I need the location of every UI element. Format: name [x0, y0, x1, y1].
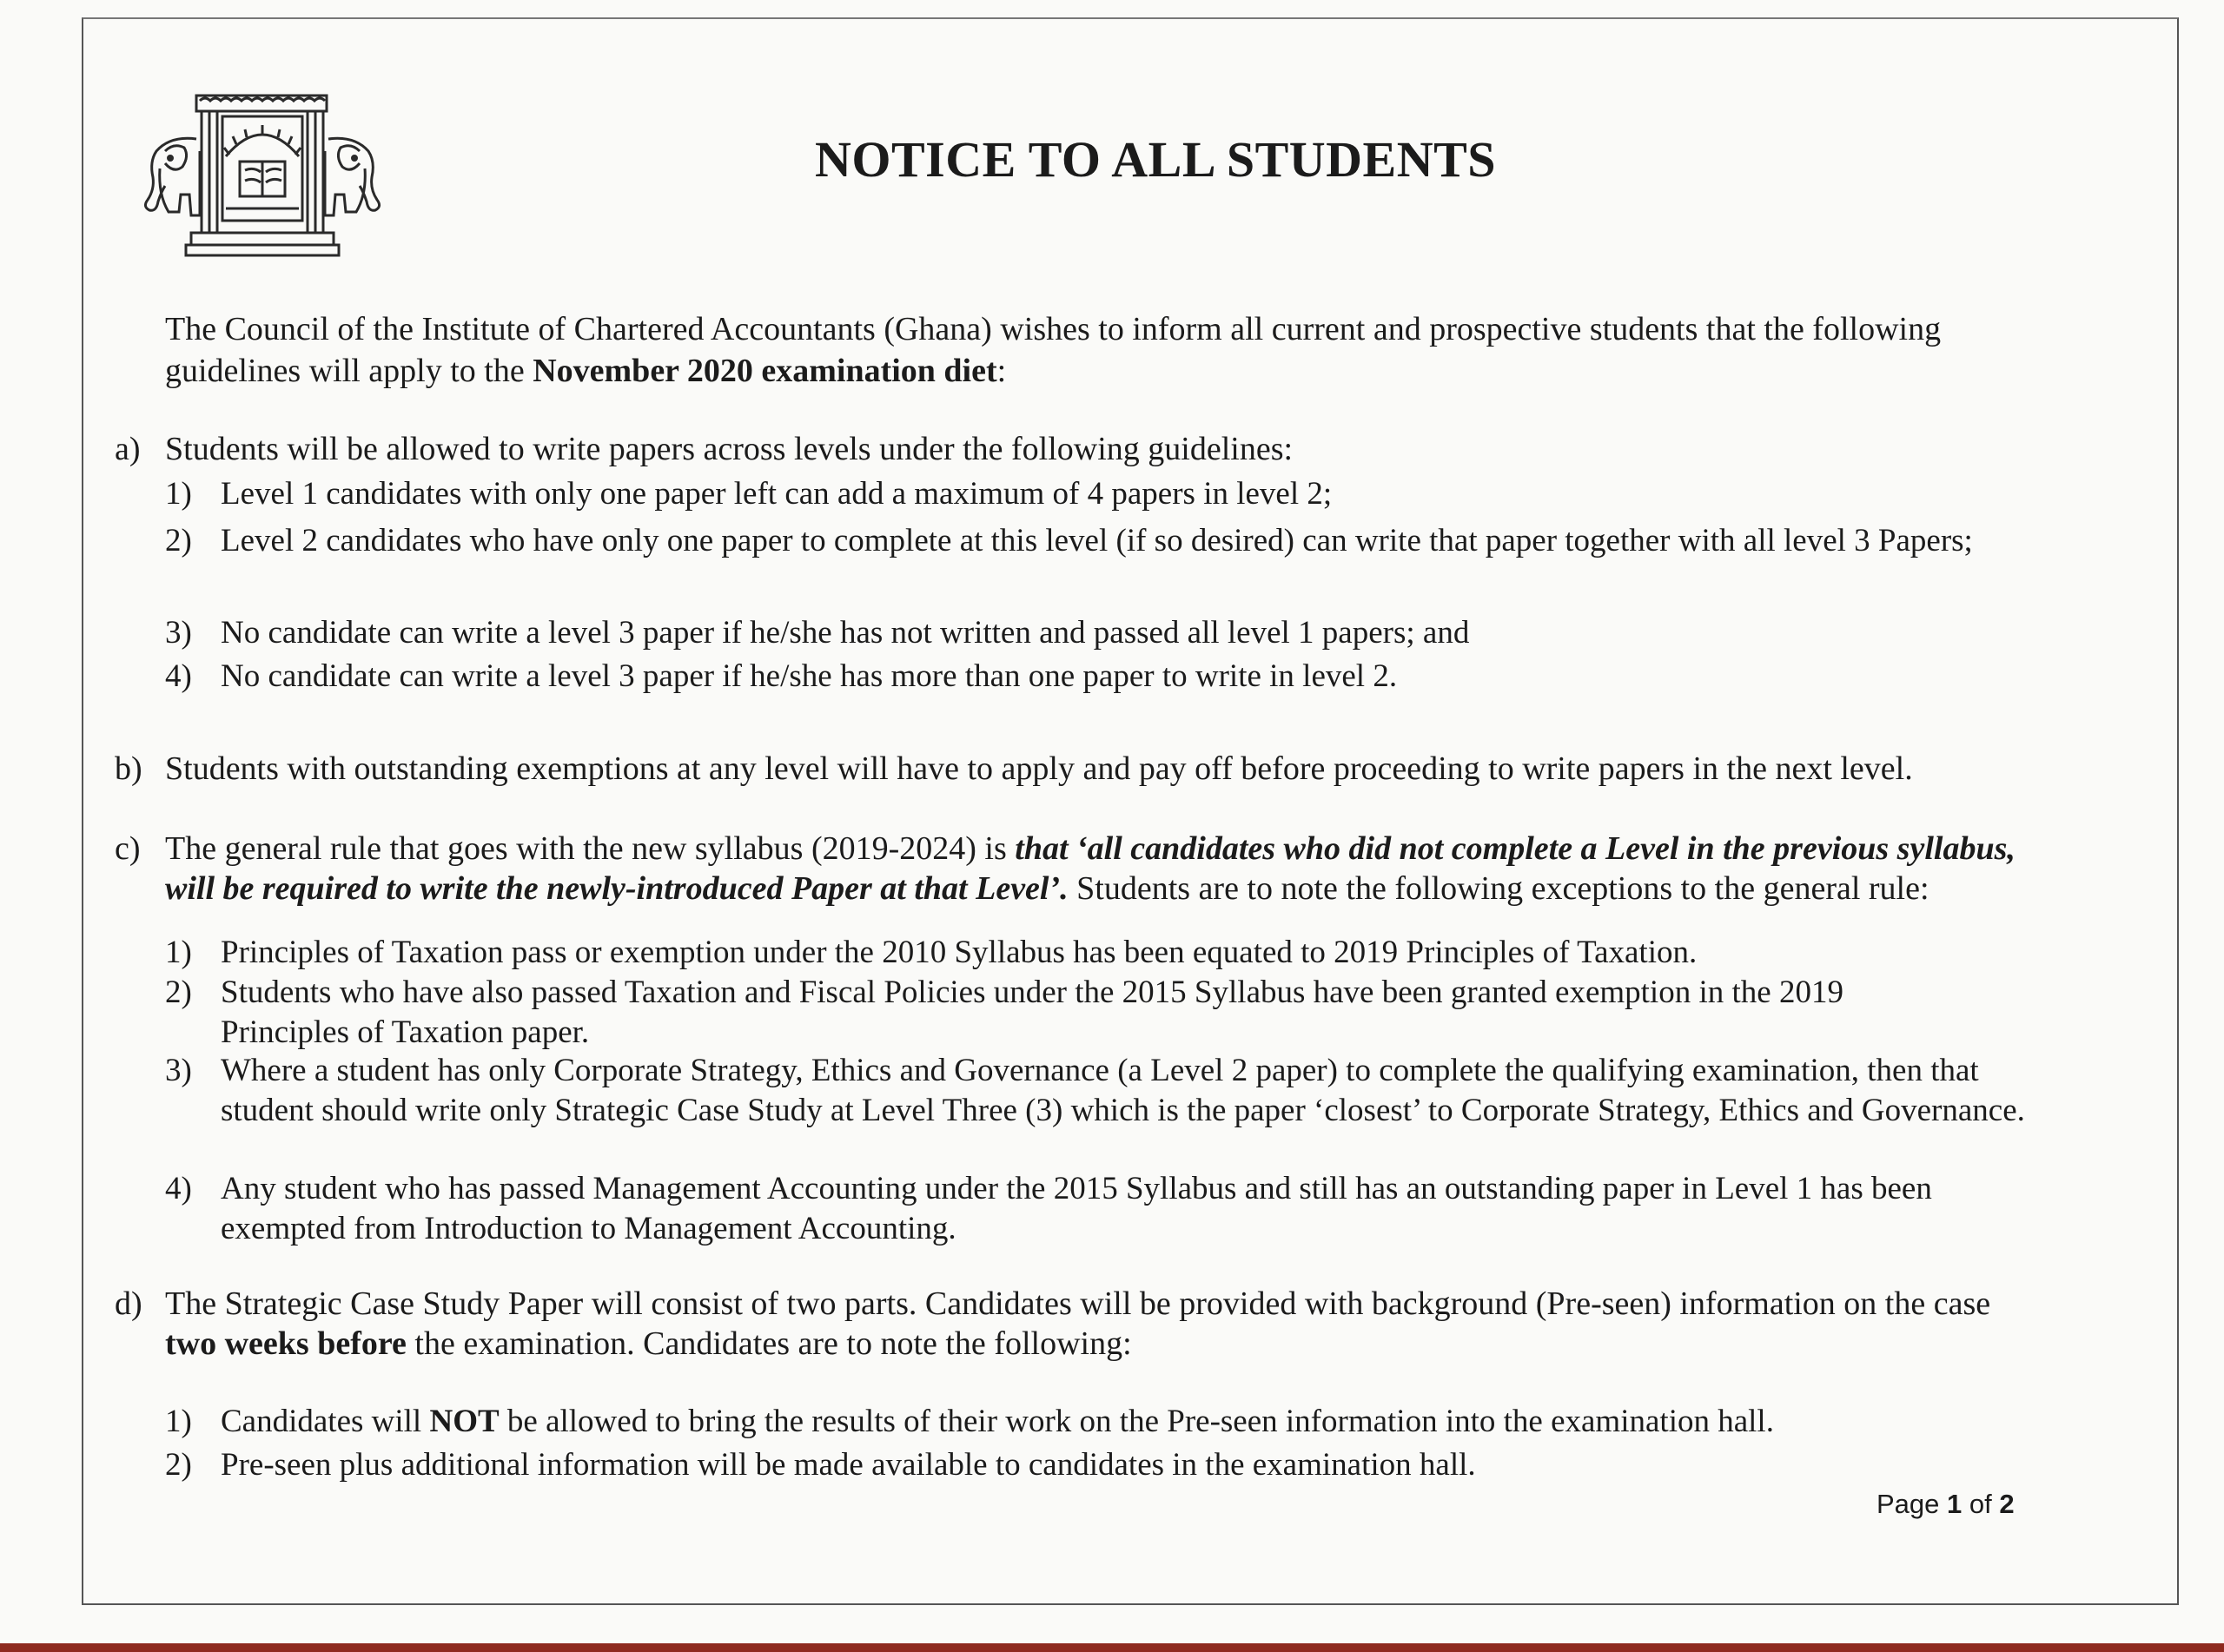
section-a-marker: a) [115, 431, 141, 467]
section-c-marker: c) [115, 830, 141, 867]
intro-bold-diet: November 2020 examination diet [533, 353, 997, 389]
section-a-text: Students will be allowed to write papers across levels under the following guidelines: [165, 431, 1294, 467]
list-number: 4) [165, 658, 192, 694]
list-number: 2) [165, 975, 192, 1010]
section-c-text [165, 829, 2033, 909]
section-c-general-rule: that ‘all candidates who did not complete a Level in the previous syllabus, will be required to write the newly-introduced Paper at that Level’. [165, 830, 2016, 907]
list-number: 2) [165, 1447, 192, 1483]
list-text: Level 1 candidates with only one paper left can add a maximum of 4 papers in level 2; [221, 476, 1333, 512]
section-c-text-b: Students are to note the following exceptions to the general rule: [1068, 870, 1929, 907]
section-b-text: Students with outstanding exemptions at any level will have to apply and pay off before proceeding to write papers in the next level. [165, 750, 1913, 787]
of-word: of [1962, 1489, 2000, 1519]
intro-paragraph [165, 308, 2024, 392]
list-text: Pre-seen plus additional information will be made available to candidates in the examination hall. [221, 1447, 1476, 1483]
institute-crest-logo [139, 87, 387, 261]
list-text-a: Candidates will [221, 1404, 430, 1439]
list-text: Principles of Taxation pass or exemption under the 2010 Syllabus has been equated to 2019 Principles of Taxation. [221, 935, 1698, 970]
list-text: No candidate can write a level 3 paper if he/she has more than one paper to write in level 2. [221, 658, 1398, 694]
page-number [1876, 1489, 2015, 1520]
page-border [82, 17, 2179, 1605]
section-d-text-a: The Strategic Case Study Paper will consist of two parts. Candidates will be provided with background (Pre-seen) information on the case [165, 1285, 1991, 1322]
section-d-bold-two-weeks: two weeks before [165, 1325, 407, 1362]
list-text [221, 1402, 2028, 1442]
intro-text-a: The Council of the Institute of Chartered Accountants (Ghana) wishes to inform all current and prospective students that the following guidelines will apply to the [165, 311, 1942, 389]
section-d-marker: d) [115, 1285, 142, 1322]
list-text: Level 2 candidates who have only one paper to complete at this level (if so desired) can write that paper together with all level 3 Papers; [221, 523, 1973, 558]
section-d-text-b: the examination. Candidates are to note the following: [406, 1325, 1132, 1362]
list-number: 3) [165, 615, 192, 651]
list-number: 3) [165, 1053, 192, 1088]
section-b-marker: b) [115, 750, 142, 787]
list-text-b: be allowed to bring the results of their work on the Pre-seen information into the examination hall. [499, 1404, 1774, 1439]
list-number: 1) [165, 935, 192, 970]
list-text-bold: NOT [429, 1404, 500, 1439]
page-current: 1 [1947, 1489, 1963, 1519]
list-number: 1) [165, 476, 192, 512]
section-d-text [165, 1284, 2033, 1364]
page-word: Page [1876, 1489, 1948, 1519]
list-number: 2) [165, 523, 192, 558]
page-total: 2 [1999, 1489, 2015, 1519]
list-text: Any student who has passed Management Accounting under the 2015 Syllabus and still has an outstanding paper in Level 1 has been exempted from Introduction to Management Accounting. [221, 1171, 1932, 1246]
section-c-text-a: The general rule that goes with the new syllabus (2019-2024) is [165, 830, 1016, 867]
notice-title: NOTICE TO ALL STUDENTS [814, 131, 1497, 188]
intro-text-b: : [996, 353, 1007, 389]
list-text: No candidate can write a level 3 paper if he/she has not written and passed all level 1 papers; and [221, 615, 1470, 651]
list-text: Students who have also passed Taxation and Fiscal Policies under the 2015 Syllabus have been granted exemption in the 2019 Principles of Taxation paper. [221, 975, 1843, 1050]
list-number: 4) [165, 1171, 192, 1206]
bottom-edge-strip [0, 1643, 2224, 1652]
list-number: 1) [165, 1404, 192, 1439]
list-text: Where a student has only Corporate Strategy, Ethics and Governance (a Level 2 paper) to complete the qualifying examination, then that student should write only Strategic Case Study at Level Three (3) which is the paper ‘closest’ to Corporate Strategy, Ethics and Governance. [221, 1053, 2025, 1128]
